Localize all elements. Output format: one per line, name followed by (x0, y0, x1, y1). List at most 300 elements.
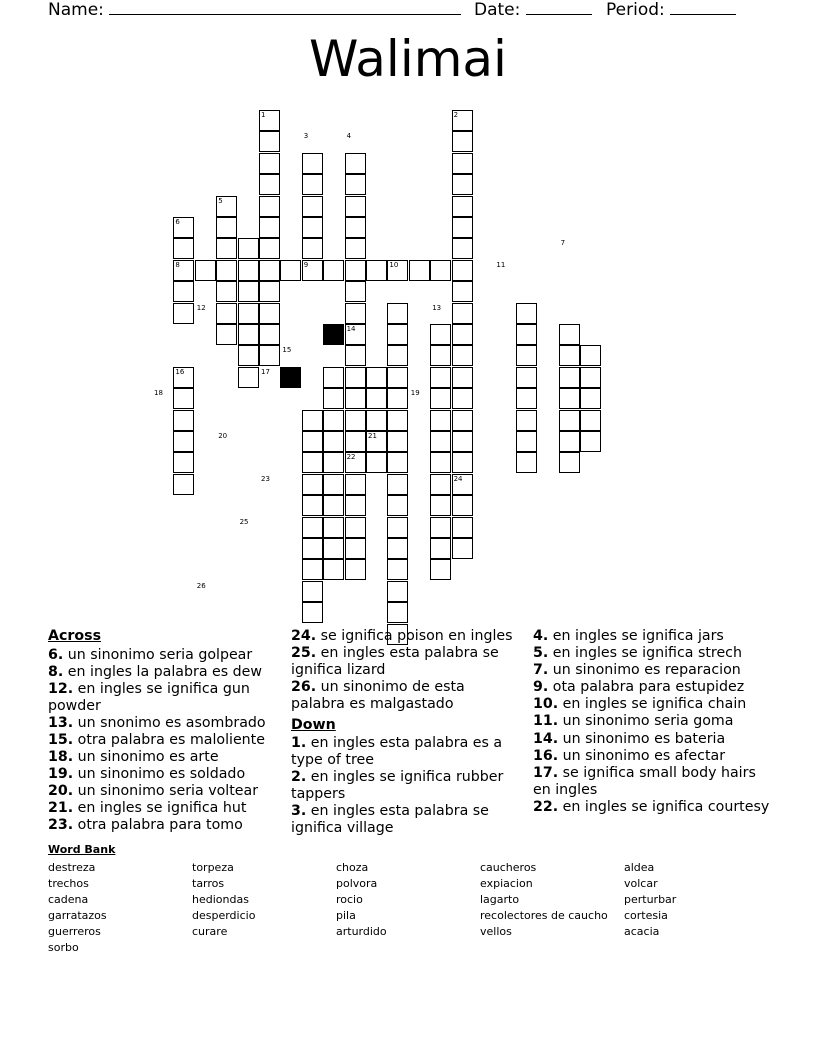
clue-number-label: 3. (291, 803, 307, 820)
clue-text: un sinonimo de esta palabra es malgastado (291, 678, 465, 712)
grid-cell[interactable] (280, 260, 301, 281)
grid-cell[interactable] (452, 495, 473, 516)
clue-text: un sinonimo seria voltear (73, 783, 259, 800)
name-label: Name: (48, 0, 104, 20)
grid-cell[interactable] (345, 517, 366, 538)
grid-cell[interactable] (430, 260, 451, 281)
grid-cell[interactable] (302, 538, 323, 559)
clue-item (533, 799, 773, 816)
clue-number: 3 (303, 132, 309, 141)
grid-cell[interactable] (366, 388, 387, 409)
grid-cell[interactable] (238, 367, 259, 388)
across-heading: Across (48, 628, 102, 644)
down-heading: Down (291, 716, 336, 733)
grid-cell[interactable] (387, 495, 408, 516)
word-bank-word: guerreros (48, 925, 101, 938)
grid-cell[interactable] (559, 431, 580, 452)
word-bank-column (624, 860, 676, 940)
grid-cell[interactable] (387, 538, 408, 559)
clue-number-label: 7. (533, 662, 549, 679)
grid-cell[interactable] (580, 345, 601, 366)
clue-text: en ingles esta palabra se ignifica village (291, 803, 489, 836)
grid-cell[interactable] (216, 238, 237, 259)
grid-cell[interactable] (323, 410, 344, 431)
down-clue-list (291, 735, 521, 836)
word-bank-word: rocio (336, 893, 363, 906)
grid-cell[interactable] (173, 452, 194, 473)
word-bank-column (480, 860, 608, 940)
grid-cell[interactable] (452, 388, 473, 409)
grid-cell[interactable] (430, 388, 451, 409)
clue-item (48, 749, 273, 766)
clue-item (48, 817, 273, 834)
clue-text: se ignifica poison en ingles (316, 628, 513, 644)
clue-item (533, 628, 773, 645)
grid-cell[interactable] (430, 324, 451, 345)
grid-cell[interactable] (559, 367, 580, 388)
clue-number: 8 (175, 260, 180, 269)
clue-number: 17 (261, 367, 270, 376)
grid-cell[interactable] (345, 196, 366, 217)
grid-cell[interactable] (323, 431, 344, 452)
across-clue-list-cont (291, 628, 521, 713)
word-bank-word: trechos (48, 877, 89, 890)
grid-cell[interactable] (452, 131, 473, 152)
grid-cell[interactable] (173, 474, 194, 495)
grid-cell[interactable] (580, 410, 601, 431)
grid-cell[interactable] (387, 474, 408, 495)
clue-number: 14 (346, 325, 356, 333)
clue-number: 13 (432, 303, 442, 312)
grid-cell[interactable] (452, 410, 473, 431)
grid-cell[interactable] (430, 367, 451, 388)
word-bank-word: aldea (624, 861, 655, 874)
clue-text: en ingles se ignifica rubber tappers (291, 769, 504, 803)
clue-text: en ingles se ignifica strech (548, 645, 742, 662)
grid-cell[interactable] (173, 410, 194, 431)
grid-cell[interactable] (387, 517, 408, 538)
grid-cell[interactable] (345, 410, 366, 431)
clue-number-label: 5. (533, 645, 549, 662)
word-bank-word: torpeza (192, 861, 234, 874)
clue-number: 12 (196, 303, 206, 312)
grid-cell[interactable] (259, 131, 280, 152)
grid-cell[interactable] (173, 238, 194, 259)
clue-number: 2 (453, 111, 459, 119)
clue-text: en ingles esta palabra se ignifica lizard (291, 645, 499, 678)
word-bank-word: sorbo (48, 941, 79, 954)
clue-number-label: 22. (533, 798, 559, 815)
grid-cell[interactable] (387, 602, 408, 623)
grid-cell[interactable] (452, 260, 473, 281)
grid-cell[interactable] (173, 303, 194, 324)
clue-number: 24 (453, 474, 463, 483)
grid-cell[interactable] (430, 495, 451, 516)
grid-cell[interactable] (387, 388, 408, 409)
grid-cell[interactable] (430, 345, 451, 366)
down-clue-list-cont (533, 628, 773, 815)
clue-number-label: 10. (533, 696, 559, 713)
clue-item (533, 713, 773, 730)
clue-number: 16 (175, 367, 185, 376)
clue-item (48, 715, 273, 732)
grid-cell[interactable] (452, 324, 473, 345)
clue-number-label: 16. (533, 747, 559, 764)
grid-cell[interactable] (238, 260, 259, 281)
grid-cell[interactable] (345, 431, 366, 452)
clue-text: en ingles se ignifica chain (558, 696, 747, 713)
clue-number-label: 25. (291, 645, 317, 662)
grid-cell[interactable] (452, 217, 473, 238)
grid-cell[interactable] (430, 452, 451, 473)
clue-number: 9 (303, 260, 309, 269)
grid-cell[interactable] (302, 196, 323, 217)
period-label: Period: (606, 0, 665, 20)
clue-item (48, 800, 273, 817)
black-cell (280, 367, 301, 388)
grid-cell[interactable] (238, 324, 259, 345)
clue-text: un snonimo es asombrado (73, 714, 266, 731)
date-label: Date: (474, 0, 521, 20)
grid-cell[interactable] (409, 260, 430, 281)
clue-item (533, 679, 773, 696)
grid-cell[interactable] (559, 345, 580, 366)
grid-cell[interactable] (323, 452, 344, 473)
clue-text: un sinonimo es bateria (558, 730, 726, 747)
grid-cell[interactable] (259, 260, 280, 281)
grid-cell[interactable] (238, 238, 259, 259)
grid-cell[interactable] (452, 517, 473, 538)
grid-cell[interactable] (345, 238, 366, 259)
grid-cell[interactable] (259, 238, 280, 259)
grid-cell[interactable] (430, 538, 451, 559)
word-bank-word: perturbar (624, 893, 677, 906)
clue-number-label: 8. (48, 663, 64, 680)
clue-text: se ignifica small body hairs en ingles (533, 764, 756, 798)
clue-item (291, 735, 521, 769)
clue-number-label: 20. (48, 783, 74, 800)
clue-number-label: 6. (48, 646, 64, 663)
word-bank-word: curare (192, 925, 228, 938)
word-bank-word: lagarto (480, 893, 520, 906)
clue-number-label: 15. (48, 731, 74, 748)
grid-cell[interactable] (302, 581, 323, 602)
grid-cell[interactable] (366, 452, 387, 473)
grid-cell[interactable] (452, 153, 473, 174)
clue-item (533, 731, 773, 748)
word-bank-word: vellos (480, 925, 512, 938)
grid-cell[interactable] (302, 517, 323, 538)
grid-cell[interactable] (516, 452, 537, 473)
word-bank-word: desperdicio (192, 909, 256, 922)
clue-item (48, 664, 273, 681)
grid-cell[interactable] (216, 217, 237, 238)
grid-cell[interactable] (452, 431, 473, 452)
word-bank-word: cadena (48, 893, 89, 906)
clue-text: ota palabra para estupidez (548, 679, 745, 696)
clue-number: 22 (346, 453, 356, 462)
grid-cell[interactable] (430, 517, 451, 538)
grid-cell[interactable] (387, 581, 408, 602)
clue-text: otra palabra es maloliente (73, 731, 265, 748)
grid-cell[interactable] (430, 559, 451, 580)
grid-cell[interactable] (452, 281, 473, 302)
word-bank-word: tarros (192, 877, 225, 890)
word-bank-column (48, 860, 107, 956)
clue-number: 5 (218, 196, 223, 205)
word-bank-word: arturdido (336, 925, 387, 938)
clue-text: un sinonimo seria golpear (63, 646, 253, 663)
clue-text: otra palabra para tomo (73, 817, 243, 834)
word-bank-column (192, 860, 255, 940)
grid-cell[interactable] (430, 474, 451, 495)
grid-cell[interactable] (516, 345, 537, 366)
clue-number-label: 12. (48, 680, 74, 697)
clue-number-label: 24. (291, 628, 317, 644)
word-bank-word: volcar (624, 877, 658, 890)
grid-cell[interactable] (323, 367, 344, 388)
clue-text: un sinonimo es reparacion (548, 662, 741, 679)
grid-cell[interactable] (259, 196, 280, 217)
clue-number-label: 19. (48, 766, 74, 783)
grid-cell[interactable] (345, 559, 366, 580)
clue-number-label: 21. (48, 800, 74, 817)
grid-cell[interactable] (430, 410, 451, 431)
word-bank-word: caucheros (480, 861, 537, 874)
grid-cell[interactable] (173, 388, 194, 409)
grid-cell[interactable] (302, 495, 323, 516)
clue-item (533, 645, 773, 662)
grid-cell[interactable] (302, 431, 323, 452)
clue-number: 1 (261, 111, 266, 119)
grid-cell[interactable] (302, 238, 323, 259)
clue-number: 6 (175, 218, 180, 226)
clue-item (48, 783, 273, 800)
grid-cell[interactable] (387, 303, 408, 324)
clue-number: 7 (560, 239, 566, 248)
grid-cell[interactable] (173, 431, 194, 452)
clue-number: 21 (368, 432, 377, 440)
word-bank-word: polvora (336, 877, 378, 890)
clue-item (48, 647, 273, 664)
grid-cell[interactable] (345, 495, 366, 516)
clue-number-label: 26. (291, 678, 317, 695)
grid-cell[interactable] (302, 410, 323, 431)
grid-cell[interactable] (259, 324, 280, 345)
grid-cell[interactable] (302, 559, 323, 580)
clue-item (291, 679, 521, 713)
clue-item (533, 662, 773, 679)
page-title: Walimai (309, 30, 507, 88)
clue-number: 25 (239, 517, 249, 526)
grid-cell[interactable] (452, 452, 473, 473)
clue-text: en ingles se ignifica courtesy (558, 798, 770, 815)
word-bank-column (336, 860, 387, 940)
clue-number: 15 (282, 346, 292, 355)
grid-cell[interactable] (323, 559, 344, 580)
clue-number: 20 (218, 432, 228, 440)
grid-cell[interactable] (452, 345, 473, 366)
across-clue-list (48, 647, 273, 834)
grid-cell[interactable] (366, 410, 387, 431)
clue-text: en ingles se ignifica gun powder (48, 680, 250, 714)
clues-column-2 (291, 628, 521, 837)
clue-number-label: 9. (533, 679, 549, 696)
clue-item (291, 803, 521, 837)
grid-cell[interactable] (387, 452, 408, 473)
grid-cell[interactable] (452, 238, 473, 259)
clue-text: un sinonimo es soldado (73, 766, 246, 783)
grid-cell[interactable] (323, 538, 344, 559)
clue-text: un sinonimo seria goma (558, 713, 734, 730)
grid-cell[interactable] (259, 174, 280, 195)
grid-cell[interactable] (580, 367, 601, 388)
clue-item (291, 769, 521, 803)
clue-text: en ingles esta palabra es a type of tree (291, 735, 503, 769)
grid-cell[interactable] (323, 388, 344, 409)
word-bank-word: garratazos (48, 909, 107, 922)
grid-cell[interactable] (559, 452, 580, 473)
grid-cell[interactable] (302, 452, 323, 473)
grid-cell[interactable] (302, 602, 323, 623)
clue-number: 19 (410, 389, 420, 398)
word-bank-word: choza (336, 861, 369, 874)
clue-number-label: 2. (291, 769, 307, 786)
grid-cell[interactable] (238, 345, 259, 366)
grid-cell[interactable] (345, 388, 366, 409)
word-bank-word: expiacion (480, 877, 533, 890)
clue-item (533, 696, 773, 713)
grid-cell[interactable] (259, 303, 280, 324)
grid-cell[interactable] (452, 303, 473, 324)
clue-item (48, 766, 273, 783)
grid-cell[interactable] (387, 345, 408, 366)
grid-cell[interactable] (323, 474, 344, 495)
clue-number-label: 11. (533, 713, 559, 730)
grid-cell[interactable] (259, 345, 280, 366)
grid-cell[interactable] (345, 367, 366, 388)
clue-number-label: 23. (48, 817, 74, 834)
grid-cell[interactable] (323, 260, 344, 281)
grid-cell[interactable] (323, 495, 344, 516)
clues-column-1 (48, 628, 273, 835)
grid-cell[interactable] (345, 281, 366, 302)
grid-cell[interactable] (345, 538, 366, 559)
word-bank-word: hediondas (192, 893, 249, 906)
grid-cell[interactable] (259, 153, 280, 174)
grid-cell[interactable] (516, 324, 537, 345)
clue-number-label: 1. (291, 735, 307, 752)
black-cell (323, 324, 344, 345)
grid-cell[interactable] (345, 153, 366, 174)
grid-cell[interactable] (366, 260, 387, 281)
clue-text: un sinonimo es arte (73, 749, 219, 766)
clue-text: un sinonimo es afectar (558, 747, 726, 764)
grid-cell[interactable] (516, 367, 537, 388)
clue-item (48, 732, 273, 749)
word-bank-word: cortesia (624, 909, 668, 922)
clues-column-3 (533, 628, 773, 816)
grid-cell[interactable] (387, 324, 408, 345)
clue-number: 10 (389, 260, 399, 269)
grid-cell[interactable] (259, 281, 280, 302)
grid-cell[interactable] (302, 153, 323, 174)
grid-cell[interactable] (559, 410, 580, 431)
grid-cell[interactable] (559, 388, 580, 409)
clue-number-label: 13. (48, 714, 74, 731)
grid-cell[interactable] (452, 538, 473, 559)
grid-cell[interactable] (516, 431, 537, 452)
grid-cell[interactable] (516, 303, 537, 324)
clue-item (533, 748, 773, 765)
grid-cell[interactable] (366, 367, 387, 388)
grid-cell[interactable] (452, 196, 473, 217)
clue-number: 26 (196, 581, 206, 590)
grid-cell[interactable] (559, 324, 580, 345)
word-bank-word: recolectores de caucho (480, 909, 608, 922)
clue-number-label: 4. (533, 628, 549, 644)
clue-item (291, 645, 521, 679)
grid-cell[interactable] (216, 281, 237, 302)
grid-cell[interactable] (259, 217, 280, 238)
grid-cell[interactable] (216, 324, 237, 345)
grid-cell[interactable] (387, 367, 408, 388)
clue-number: 11 (496, 260, 506, 269)
grid-cell[interactable] (387, 410, 408, 431)
grid-cell[interactable] (580, 388, 601, 409)
grid-cell[interactable] (345, 260, 366, 281)
grid-cell[interactable] (345, 303, 366, 324)
clue-number: 18 (154, 389, 163, 398)
grid-cell[interactable] (345, 217, 366, 238)
grid-cell[interactable] (216, 260, 237, 281)
grid-cell[interactable] (387, 431, 408, 452)
grid-cell[interactable] (173, 281, 194, 302)
clue-text: en ingles se ignifica hut (73, 800, 247, 817)
grid-cell[interactable] (238, 303, 259, 324)
grid-cell[interactable] (302, 174, 323, 195)
grid-cell[interactable] (323, 517, 344, 538)
clue-text: en ingles se ignifica jars (548, 628, 724, 644)
clue-item (291, 628, 521, 645)
clue-number-label: 18. (48, 749, 74, 766)
grid-cell[interactable] (345, 174, 366, 195)
clue-number: 4 (346, 132, 352, 141)
grid-cell[interactable] (216, 303, 237, 324)
word-bank-word: acacia (624, 925, 660, 938)
grid-cell[interactable] (345, 345, 366, 366)
grid-cell[interactable] (195, 260, 216, 281)
grid-cell[interactable] (580, 431, 601, 452)
clue-item (533, 765, 773, 799)
grid-cell[interactable] (452, 367, 473, 388)
clue-number: 23 (261, 474, 270, 483)
grid-cell[interactable] (452, 174, 473, 195)
grid-cell[interactable] (387, 559, 408, 580)
grid-cell[interactable] (302, 217, 323, 238)
grid-cell[interactable] (302, 474, 323, 495)
word-bank-word: destreza (48, 861, 96, 874)
grid-cell[interactable] (238, 281, 259, 302)
clue-text: en ingles la palabra es dew (63, 663, 263, 680)
clue-number-label: 14. (533, 730, 559, 747)
grid-cell[interactable] (516, 410, 537, 431)
clue-number-label: 17. (533, 764, 559, 781)
grid-cell[interactable] (430, 431, 451, 452)
word-bank-word: pila (336, 909, 356, 922)
grid-cell[interactable] (345, 474, 366, 495)
grid-cell[interactable] (516, 388, 537, 409)
